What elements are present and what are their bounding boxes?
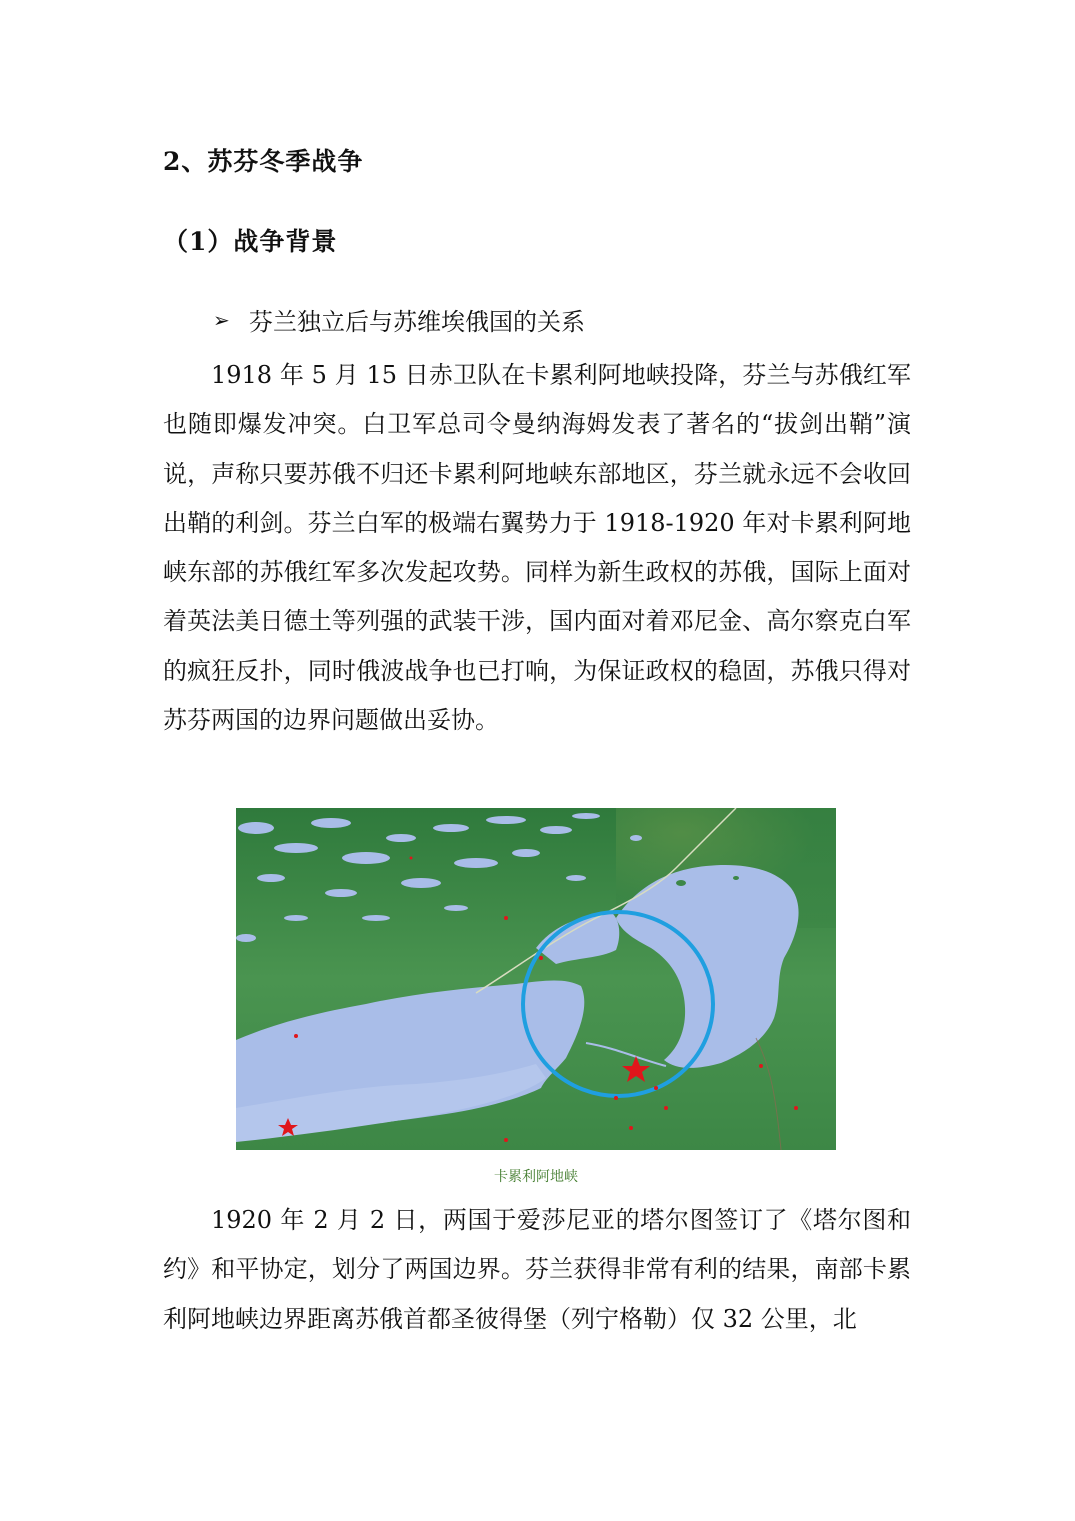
section-heading: 2、苏芬冬季战争 [163,147,364,176]
paragraph-treaty: 1920 年 2 月 2 日，两国于爱莎尼亚的塔尔图签订了《塔尔图和约》和平协定，划分了两国边界。芬兰获得非常有利的结果，南部卡累利阿地峡边界距离苏俄首都圣彼得堡（列宁格勒）仅 32 公里，北 [163,1206,911,1333]
subsection-heading: （1）战争背景 [163,227,338,256]
bullet-item [213,302,585,337]
karelian-isthmus-map [236,808,836,1150]
paragraph-background: 1918 年 5 月 15 日赤卫队在卡累利阿地峡投降，芬兰与苏俄红军也随即爆发冲突。白卫军总司令曼纳海姆发表了著名的“拔剑出鞘”演说，声称只要苏俄不归还卡累利阿地峡东部地区，芬兰就永远不会收回出鞘的利剑。芬兰白军的极端右翼势力于 1918-1920 年对卡累利阿地峡东部的苏俄红军多次发起攻势。同样为新生政权的苏俄，国际上面对着英法美日德土等列强的武装干涉，国内面对着邓尼金、高尔察克白军的疯狂反扑，同时俄波战争也已打响，为保证政权的稳固，苏俄只得对苏芬两国的边界问题做出妥协。 [163,361,911,735]
arrow-bullet-icon: ➢ [213,307,230,332]
figure-caption: 卡累利阿地峡 [494,1169,578,1185]
bullet-text: 芬兰独立后与苏维埃俄国的关系 [249,308,585,336]
map-figure [236,808,836,1150]
